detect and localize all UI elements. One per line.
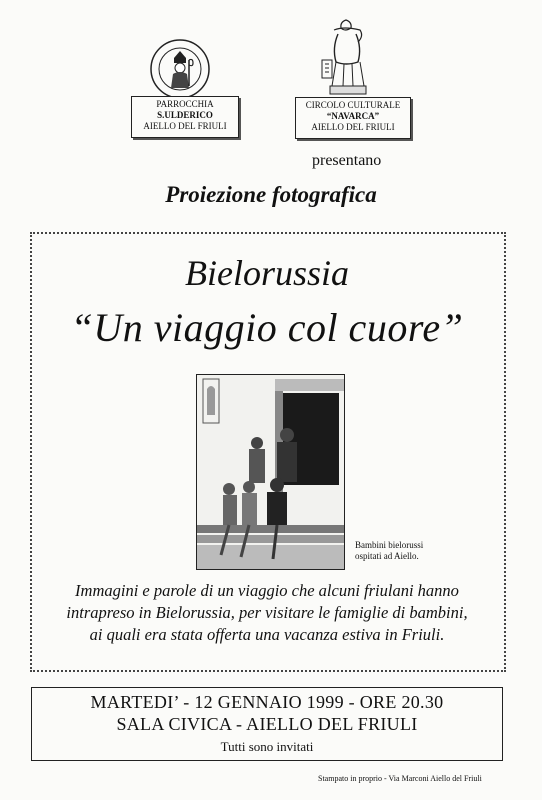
description — [30, 580, 504, 646]
circle-label — [295, 97, 411, 139]
circle-line-3: AIELLO DEL FRIULI — [311, 122, 395, 132]
event-heading: Proiezione fotografica — [165, 182, 377, 207]
event-details-box — [31, 687, 503, 761]
poster-subtitle: “Un viaggio col cuore” — [70, 305, 464, 350]
statue-logo — [320, 16, 378, 96]
description-line-1: Immagini e parole di un viaggio che alcuni friulani hanno — [75, 581, 459, 600]
circle-line-1: CIRCOLO CULTURALE — [305, 100, 401, 110]
parish-seal — [149, 38, 211, 100]
poster-title: Bielorussia — [184, 253, 349, 293]
footer-note: Stampato in proprio - Via Marconi Aiello del Friuli — [318, 774, 482, 783]
parish-line-1: PARROCCHIA — [156, 99, 214, 109]
description-line-2: intrapreso in Bielorussia, per visitare le famiglie di bambini, — [66, 603, 468, 622]
event-date-time: MARTEDI’ - 12 GENNAIO 1999 - ORE 20.30 — [90, 692, 444, 712]
circle-line-2: “NAVARCA” — [326, 111, 380, 121]
caption-line-2: ospitati ad Aiello. — [355, 551, 419, 561]
event-venue: SALA CIVICA - AIELLO DEL FRIULI — [116, 714, 418, 734]
presentano-text: presentano — [312, 152, 382, 169]
photo-caption — [355, 540, 423, 562]
event-invite: Tutti sono invitati — [220, 739, 314, 754]
parish-line-3: AIELLO DEL FRIULI — [143, 121, 227, 131]
parish-label — [131, 96, 239, 138]
caption-line-1: Bambini bielorussi — [355, 540, 424, 550]
parish-line-2: S.ULDERICO — [157, 110, 213, 120]
description-line-3: ai quali era stata offerta una vacanza estiva in Friuli. — [89, 625, 445, 644]
children-photo — [196, 374, 345, 570]
